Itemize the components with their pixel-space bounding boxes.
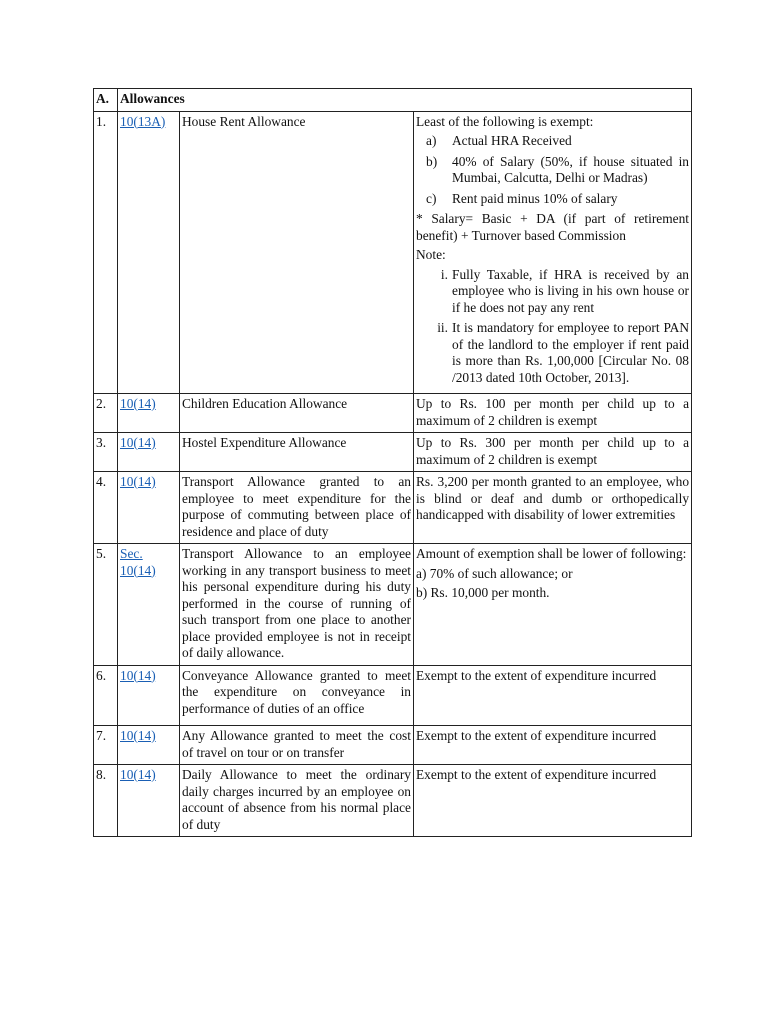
row-number: 8. [94, 765, 118, 837]
row-number: 4. [94, 472, 118, 544]
limit-intro: Least of the following is exempt: [416, 113, 594, 129]
exemption-limit: Up to Rs. 300 per month per child up to a maximum of 2 children is exempt [414, 433, 692, 472]
table-row [94, 765, 692, 837]
table-row [94, 472, 692, 544]
allowance-nature: Any Allowance granted to meet the cost of travel on tour or on transfer [180, 726, 414, 765]
section-link[interactable]: 10(14) [120, 474, 156, 489]
list-item: a) 70% of such allowance; or [416, 565, 573, 581]
table-row [94, 726, 692, 765]
table-row [94, 111, 692, 394]
exemption-limit: Exempt to the extent of expenditure incurred [414, 665, 692, 726]
section-link[interactable]: 10(13A) [120, 113, 166, 129]
list-item: ii. It is mandatory for employee to report PAN of the landlord to the employer if rent paid is more than Rs. 1,00,000 [Circular No. 08 /2013 dated 10th October, 2013]. [437, 320, 690, 385]
row-number: 3. [94, 433, 118, 472]
note-label: Note: [416, 247, 446, 262]
row-number: 2. [94, 394, 118, 433]
allowances-table [93, 88, 692, 837]
section-header-row [94, 89, 692, 112]
exemption-limit: Exempt to the extent of expenditure incurred [414, 726, 692, 765]
exemption-limit: Up to Rs. 100 per month per child up to a maximum of 2 children is exempt [414, 394, 692, 433]
list-item: b) 40% of Salary (50%, if house situated in Mumbai, Calcutta, Delhi or Madras) [426, 153, 690, 185]
exemption-limit [414, 111, 692, 394]
list-item: b) Rs. 10,000 per month. [416, 585, 550, 600]
table-row [94, 433, 692, 472]
salary-note: * Salary= Basic + DA (if part of retirement benefit) + Turnover based Commission [416, 211, 690, 243]
allowance-nature: Conveyance Allowance granted to meet the expenditure on conveyance in performance of duties of an office [180, 665, 414, 726]
list-item: i. Fully Taxable, if HRA is received by an employee who is living in his own house or if he does not pay any rent [440, 266, 690, 315]
allowance-nature: Transport Allowance to an employee working in any transport business to meet his personal expenditure during his duty performed in the course of running of such transport from one place to another place provided employee is not in receipt of daily allowance. [180, 544, 414, 666]
row-number: 7. [94, 726, 118, 765]
list-item: a) Actual HRA Received [426, 133, 572, 148]
allowance-nature: Daily Allowance to meet the ordinary daily charges incurred by an employee on account of absence from his normal place of duty [180, 765, 414, 837]
exemption-limit: Rs. 3,200 per month granted to an employee, who is blind or deaf and dumb or orthopedically handicapped with disability of lower extremities [414, 472, 692, 544]
section-link[interactable]: 10(14) [120, 667, 156, 683]
limit-intro: Amount of exemption shall be lower of following: [416, 546, 687, 561]
section-link-prefix[interactable]: Sec. [120, 546, 143, 561]
section-link[interactable]: 10(14) [120, 767, 156, 782]
allowance-nature: House Rent Allowance [180, 111, 414, 394]
row-number: 5. [94, 544, 118, 666]
exemption-limit [414, 544, 692, 666]
allowance-nature: Hostel Expenditure Allowance [180, 433, 414, 472]
section-letter: A. [94, 89, 118, 112]
exemption-limit: Exempt to the extent of expenditure incurred [414, 765, 692, 837]
section-link[interactable]: 10(14) [120, 435, 156, 450]
row-number: 1. [94, 111, 118, 394]
table-row [94, 665, 692, 726]
allowance-nature: Transport Allowance granted to an employee to meet expenditure for the purpose of commuting between place of residence and place of duty [180, 472, 414, 544]
section-link[interactable]: 10(14) [120, 396, 156, 411]
list-item: c) Rent paid minus 10% of salary [426, 190, 618, 206]
table-row [94, 394, 692, 433]
section-link[interactable]: 10(14) [120, 728, 156, 743]
row-number: 6. [94, 665, 118, 726]
allowance-nature: Children Education Allowance [180, 394, 414, 433]
section-link[interactable]: 10(14) [120, 562, 156, 578]
section-title: Allowances [118, 89, 692, 112]
table-row [94, 544, 692, 666]
